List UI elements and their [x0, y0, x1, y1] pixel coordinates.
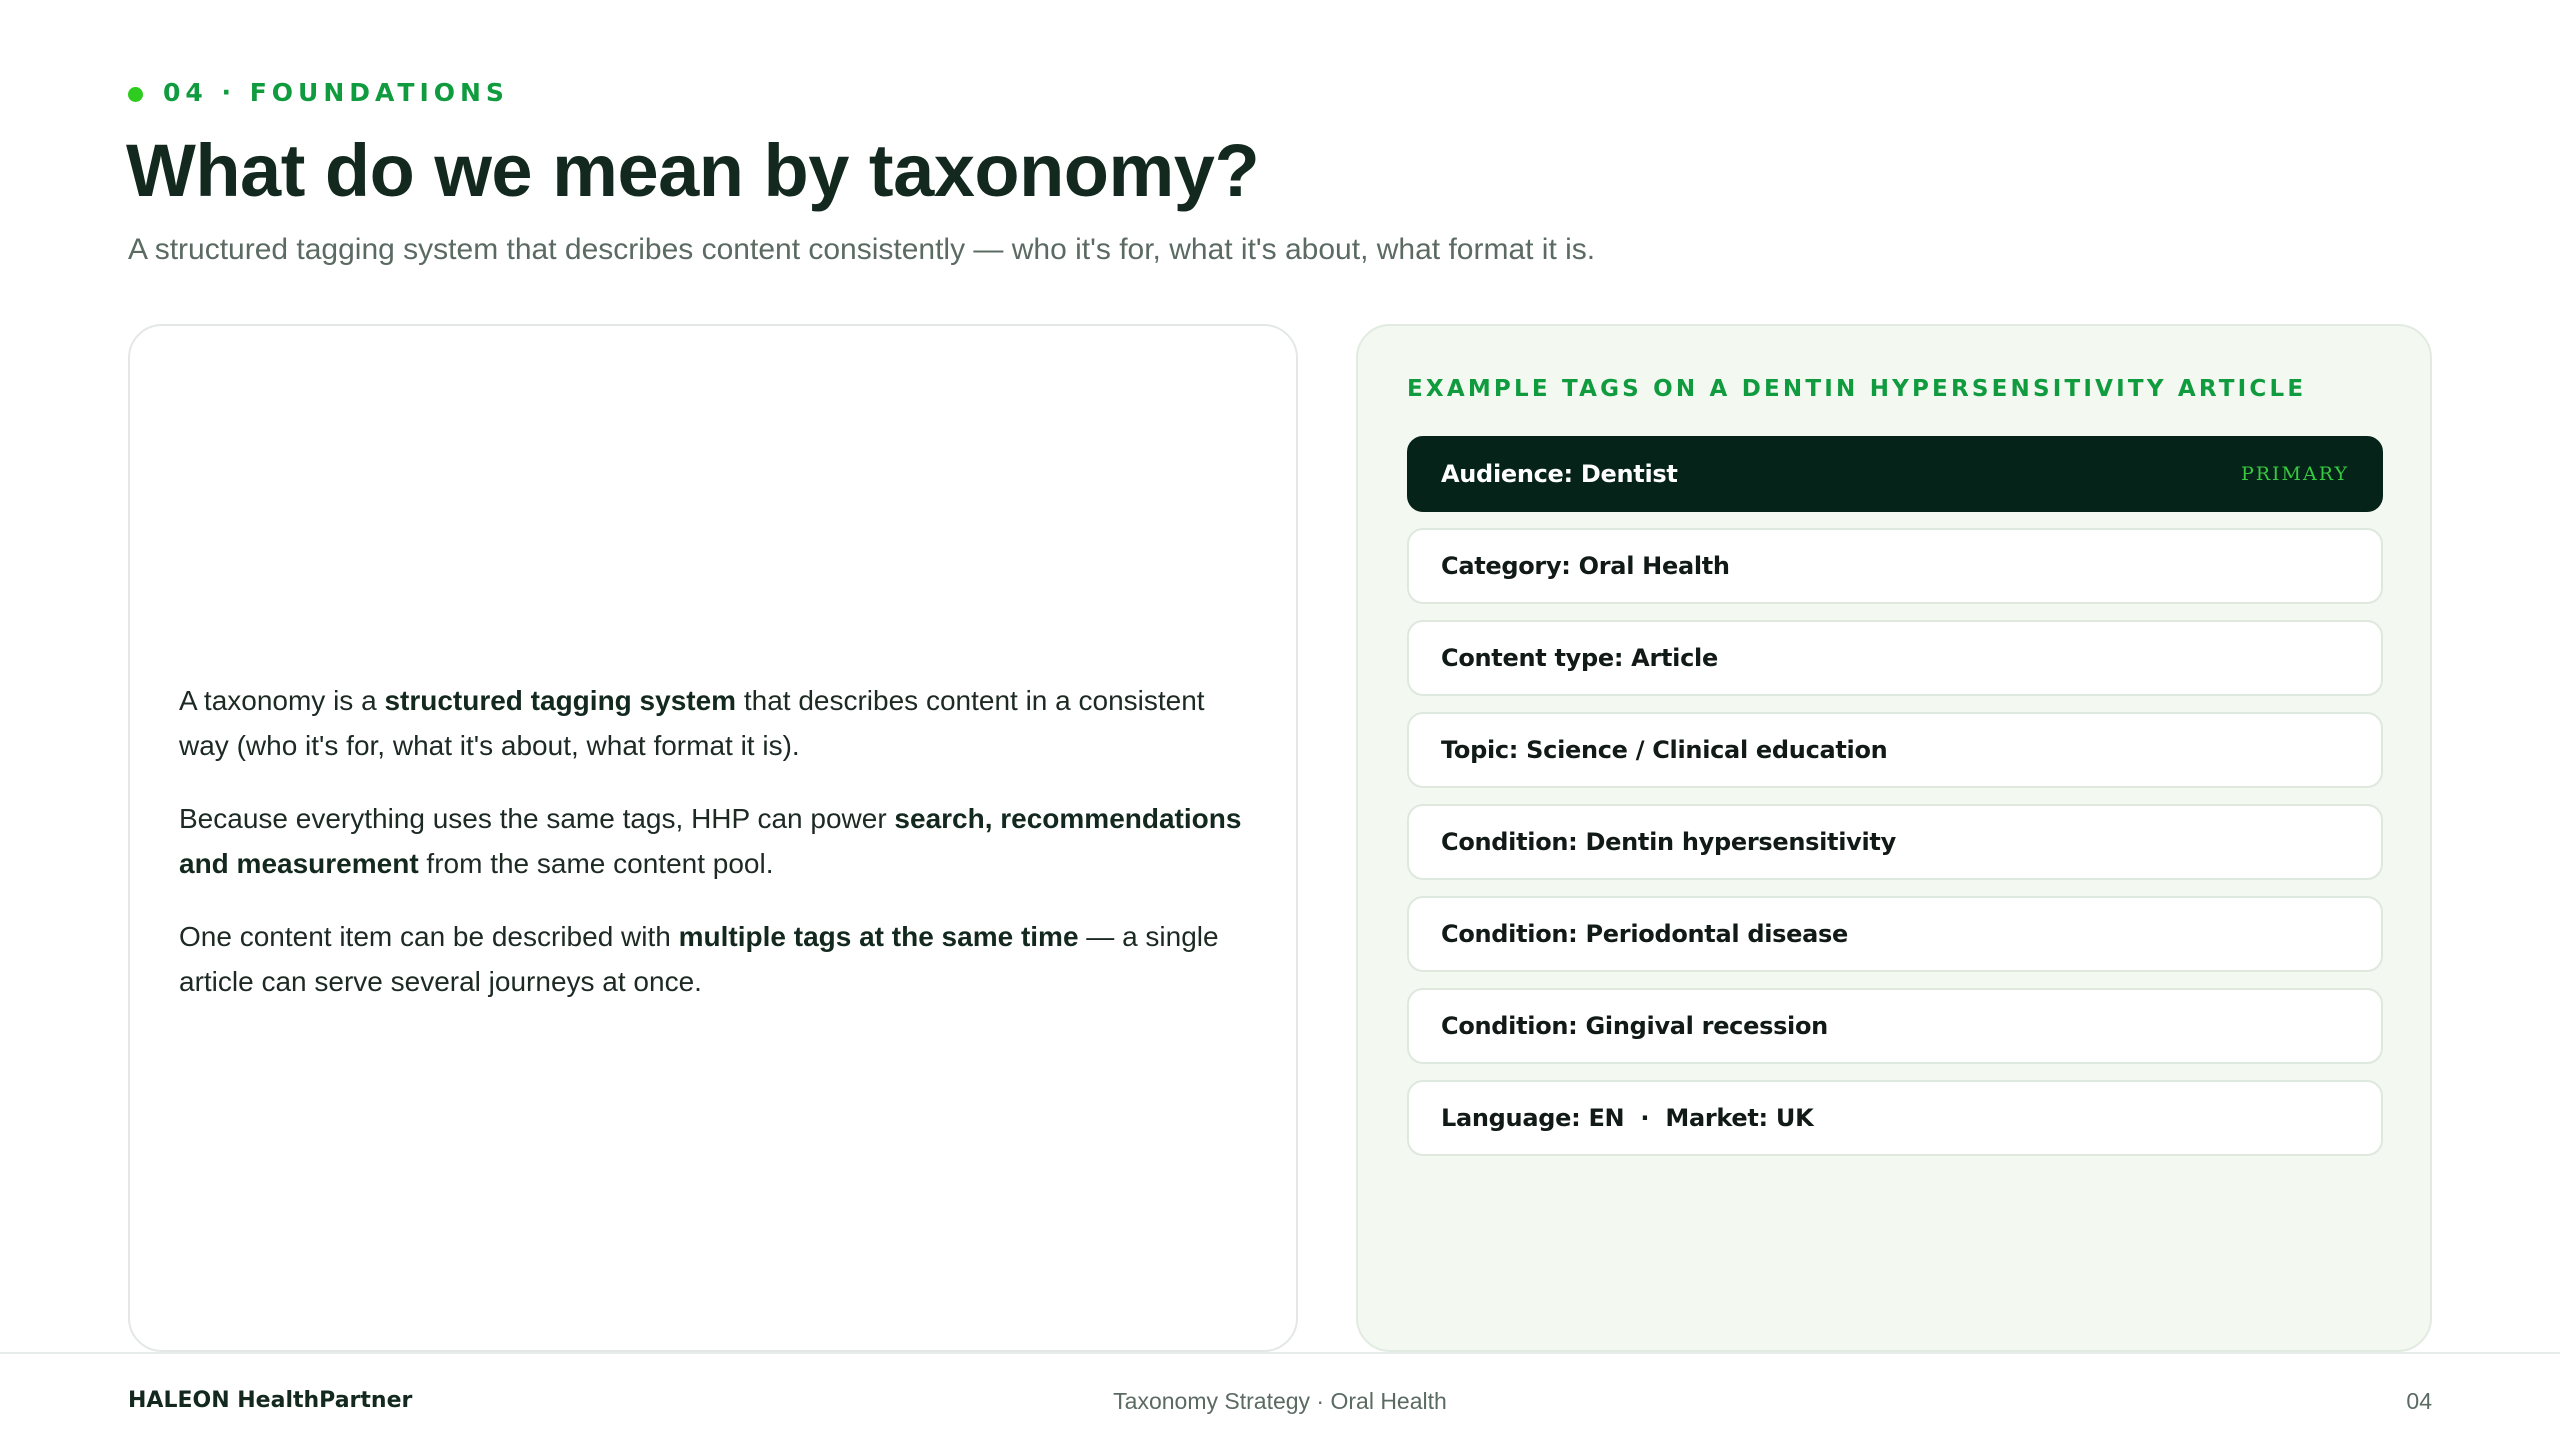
tag-list [1407, 436, 2383, 1172]
paragraph-1 [179, 678, 1259, 768]
footer [0, 1352, 2560, 1440]
section-eyebrow [128, 78, 509, 107]
tag-text: Category: Oral Health [1441, 552, 1730, 580]
status-dot-icon [128, 87, 143, 102]
paragraph-3-text-a: One content item can be described with [179, 921, 679, 952]
tag-audience-dentist[interactable] [1407, 436, 2383, 512]
page-title: What do we mean by taxonomy? [126, 129, 1260, 212]
example-tags-card [1356, 324, 2432, 1352]
tag-text: Topic: Science / Clinical education [1441, 736, 1888, 764]
tag-category[interactable] [1407, 528, 2383, 604]
explanation-body [179, 678, 1259, 1032]
paragraph-3 [179, 914, 1259, 1004]
footer-title: Taxonomy Strategy · Oral Health [1113, 1388, 1447, 1414]
paragraph-1-text-a: A taxonomy is a [179, 685, 385, 716]
tag-topic[interactable] [1407, 712, 2383, 788]
tag-condition-periodontal[interactable] [1407, 896, 2383, 972]
paragraph-1-emphasis: structured tagging system [384, 685, 737, 716]
primary-badge: PRIMARY [2240, 463, 2349, 485]
explanation-card [128, 324, 1298, 1352]
tag-text: Condition: Gingival recession [1441, 1012, 1828, 1040]
tag-text: Language: EN · Market: UK [1441, 1104, 1814, 1132]
page-number: 04 [2406, 1388, 2432, 1414]
paragraph-2-emphasis: search, recommendations and measurement [179, 803, 1242, 879]
paragraph-3-text-c: — a single article can serve several journeys at once. [179, 921, 1219, 997]
page-subtitle: A structured tagging system that describes content consistently — who it's for, what it's about, what format it is. [128, 233, 1596, 266]
tag-text: Content type: Article [1441, 644, 1718, 672]
tag-text: Audience: Dentist [1441, 460, 1678, 488]
tag-text: Condition: Dentin hypersensitivity [1441, 828, 1896, 856]
paragraph-2-text-a: Because everything uses the same tags, HHP can power [179, 803, 895, 834]
brand-logo: HALEON HealthPartner [128, 1388, 413, 1413]
tag-language-market[interactable] [1407, 1080, 2383, 1156]
example-tags-label: EXAMPLE TAGS ON A DENTIN HYPERSENSITIVITY ARTICLE [1407, 376, 2307, 402]
tag-condition-gingival[interactable] [1407, 988, 2383, 1064]
paragraph-2 [179, 796, 1259, 886]
section-label: 04 · FOUNDATIONS [163, 78, 509, 107]
paragraph-1-text-c: that describes content in a consistent way (who it's for, what it's about, what format it is). [179, 685, 1205, 761]
tag-content-type[interactable] [1407, 620, 2383, 696]
tag-condition-dentin[interactable] [1407, 804, 2383, 880]
tag-text: Condition: Periodontal disease [1441, 920, 1848, 948]
paragraph-2-text-c: from the same content pool. [418, 848, 774, 879]
paragraph-3-emphasis: multiple tags at the same time [678, 921, 1079, 952]
